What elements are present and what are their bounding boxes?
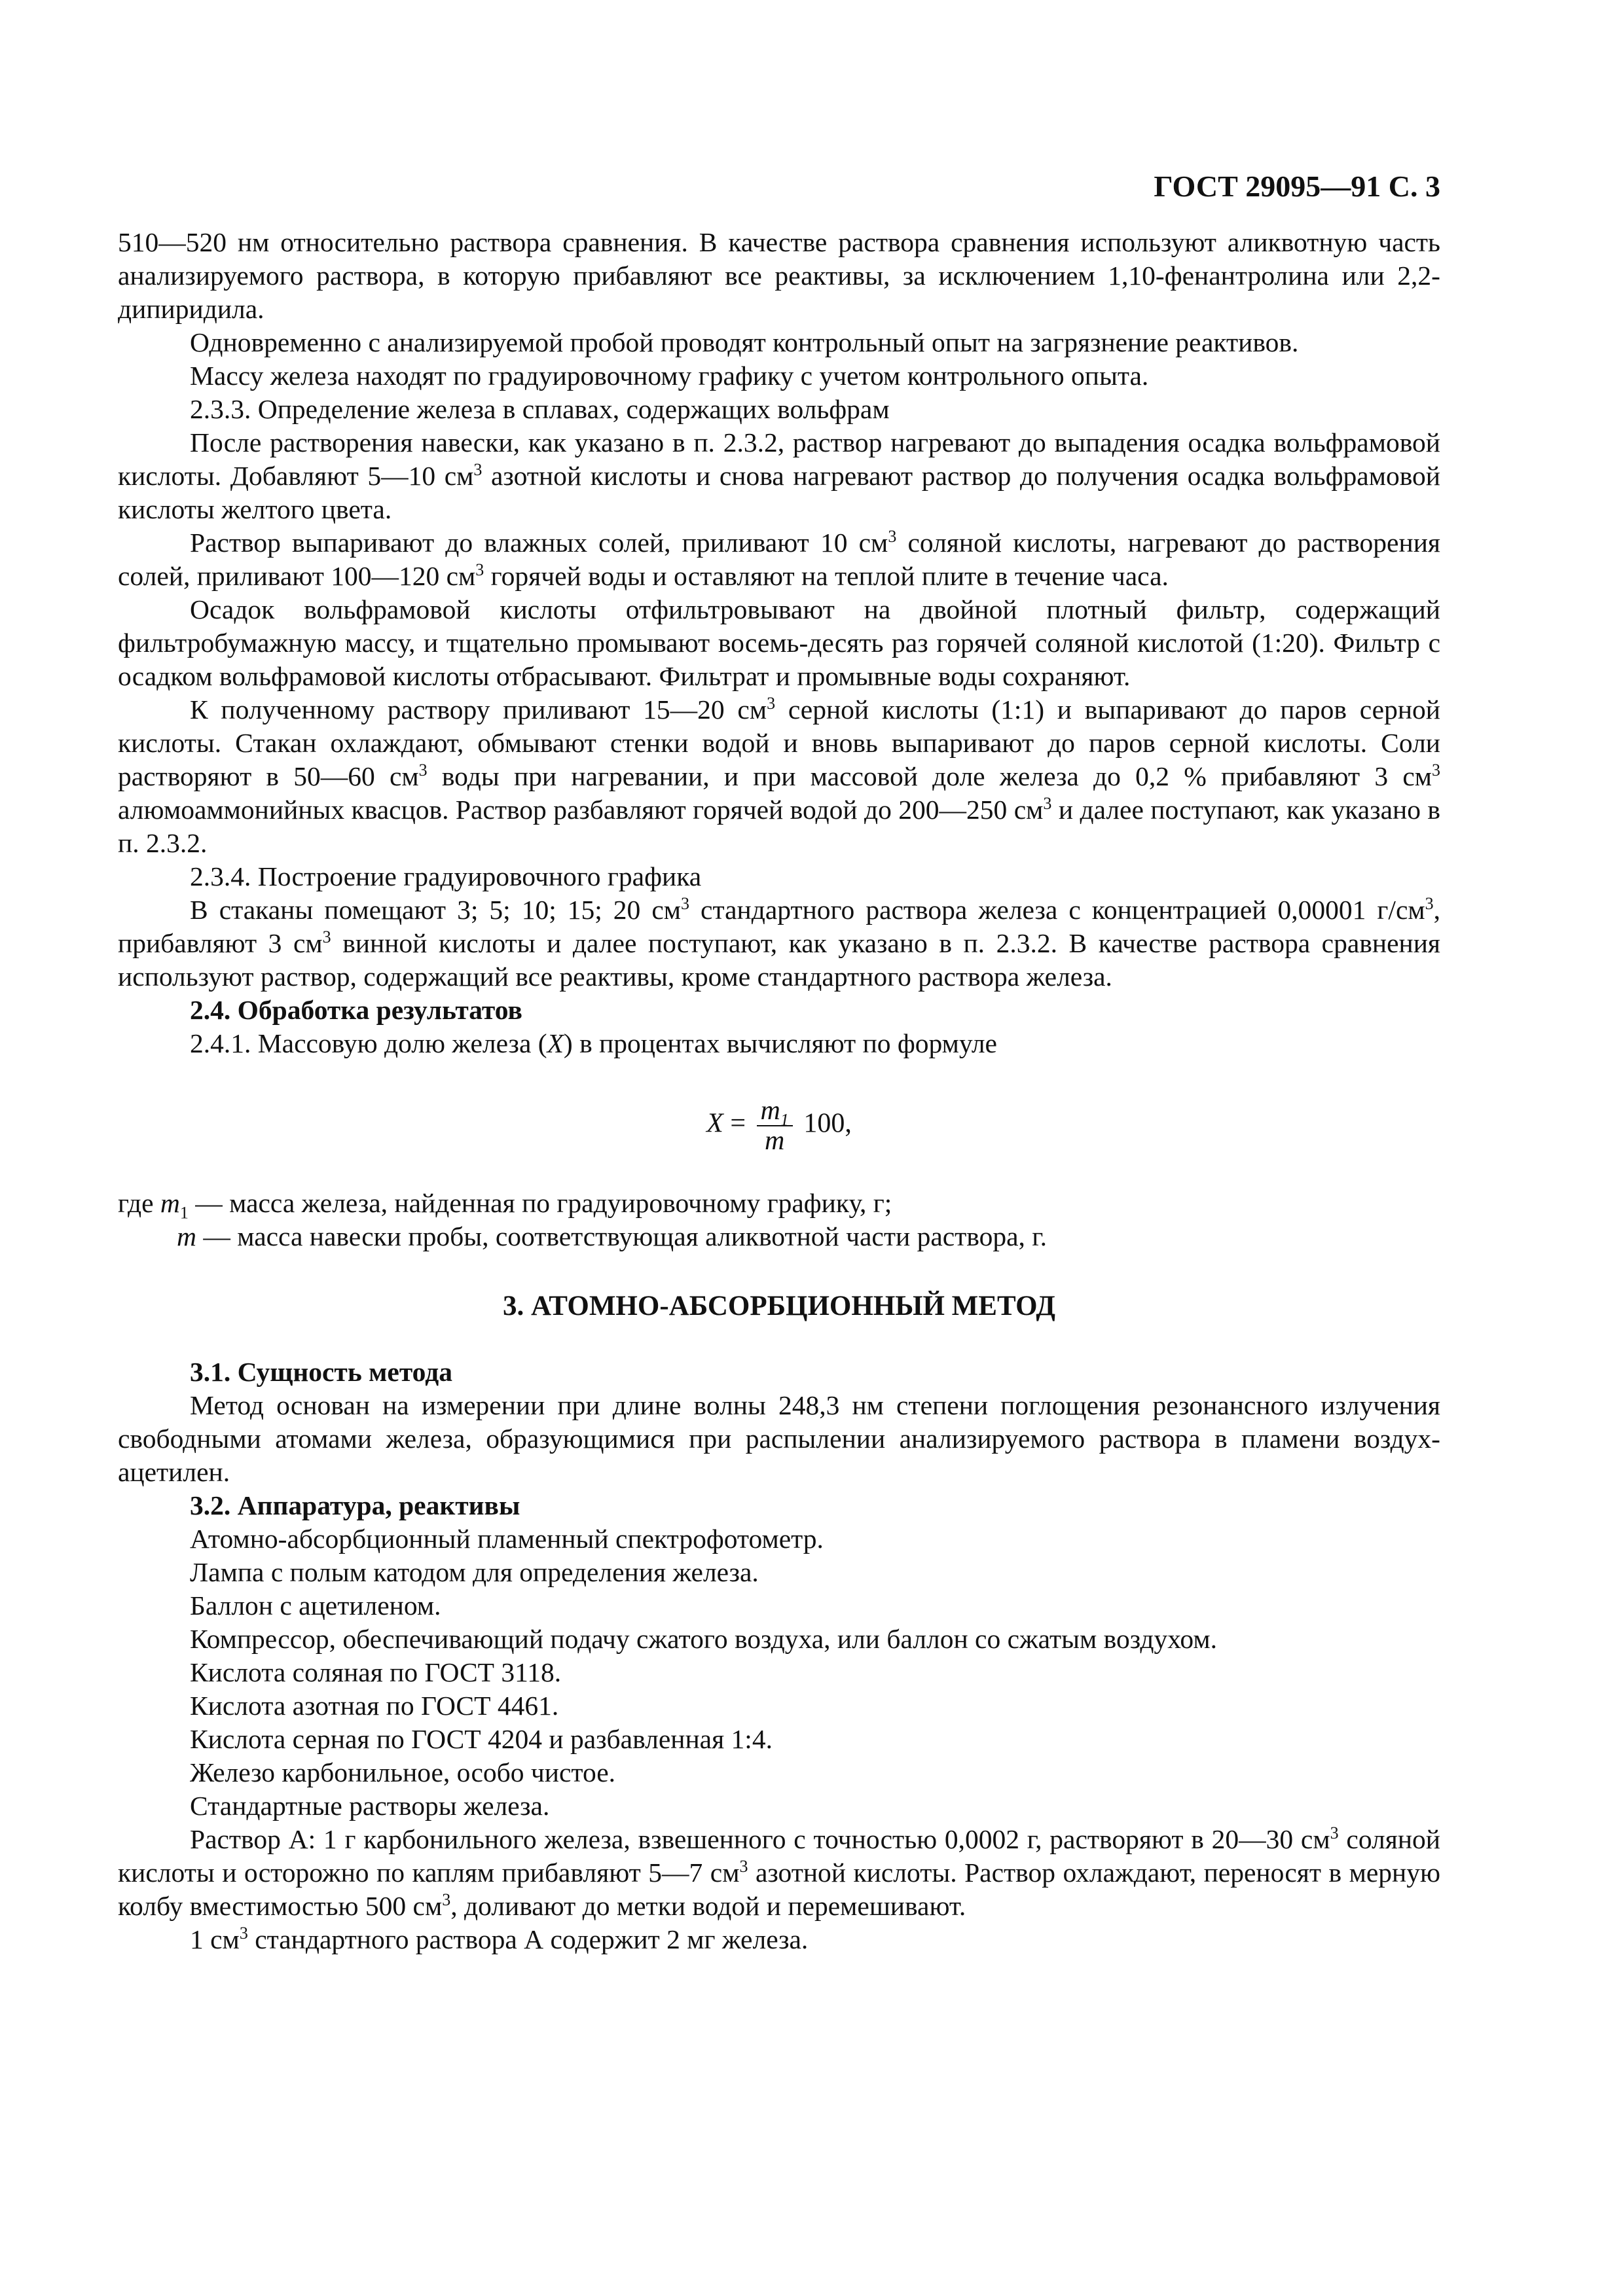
section-heading: 2.4. Обработка результатов xyxy=(190,995,522,1025)
list-item: Железо карбонильное, особо чистое. xyxy=(190,1757,615,1787)
section-heading: 3.2. Аппаратура, реактивы xyxy=(190,1490,520,1520)
list-item: Атомно-абсорбционный пламенный спектрофотометр. xyxy=(190,1524,824,1554)
formula-legend-item: где $m_1$ — масса железа, найденная по градуировочному графику, г; xyxy=(118,1188,892,1223)
list-item: Компрессор, обеспечивающий подачу сжатого воздуха, или баллон со сжатым воздухом. xyxy=(190,1624,1218,1654)
paragraph: Раствор выпаривают до влажных солей, приливают 10 $см^3$ соляной кислоты, нагревают до растворения солей, приливают 100—120 $см^3$ горячей воды и оставляют на теплой плите в течение часа. xyxy=(118,527,1440,591)
fraction: $\frac{m_1}{m}$ xyxy=(757,1096,793,1155)
list-item: Баллон с ацетиленом. xyxy=(190,1590,441,1621)
paragraph: Осадок вольфрамовой кислоты отфильтровывают на двойной плотный фильтр, содержащий фильтробумажную массу, и тщательно промывают восемь-десять раз горячей соляной кислотой (1:20). Фильтр с осадком вольфрамовой кислоты отбрасывают. Фильтрат и промывные воды сохраняют. xyxy=(118,594,1440,691)
formula-legend-item: m — масса навески пробы, соответствующая аликвотной части раствора, г. xyxy=(177,1221,1047,1251)
list-item: Кислота соляная по ГОСТ 3118. xyxy=(190,1657,562,1687)
paragraph: Одновременно с анализируемой пробой проводят контрольный опыт на загрязнение реактивов. xyxy=(190,327,1299,357)
paragraph: 1 $см^3$ стандартного раствора А содержит 2 мг железа. xyxy=(190,1924,809,1954)
section-heading: 3.1. Сущность метода xyxy=(190,1357,452,1387)
paragraph: Массу железа находят по градуировочному графику с учетом контрольного опыта. xyxy=(190,361,1149,391)
paragraph: 510—520 нм относительно раствора сравнения. В качестве раствора сравнения используют аликвотную часть анализируемого раствора, в которую прибавляют все реактивы, за исключением 1,10-фенантролина или 2,2-дипиридила. xyxy=(118,227,1440,324)
subsection-heading: 2.3.3. Определение железа в сплавах, содержащих вольфрам xyxy=(190,394,890,424)
list-item: Кислота азотная по ГОСТ 4461. xyxy=(190,1691,559,1721)
paragraph: К полученному раствору приливают 15—20 $см^3$ серной кислоты (1:1) и выпаривают до паров серной кислоты. Стакан охлаждают, обмывают стенки водой и вновь выпаривают до паров серной кислоты. Соли растворяют в 50—60 $см^3$ воды при нагревании, и при массовой доле железа до 0,2 % прибавляют 3 $см^3$ алюмоаммонийных квасцов. Раствор разбавляют горячей водой до 200—250 $см^3$ и далее поступают, как указано в п. 2.3.2. xyxy=(118,694,1440,858)
document-body xyxy=(118,226,1440,1956)
subsection-heading: 2.3.4. Построение градуировочного графика xyxy=(190,861,702,891)
list-item: Кислота серная по ГОСТ 4204 и разбавленная 1:4. xyxy=(190,1724,773,1754)
section-title: 3. АТОМНО-АБСОРБЦИОННЫЙ МЕТОД xyxy=(503,1291,1055,1321)
formula: X = $\frac{m_1}{m}$ 100, xyxy=(706,1096,852,1156)
page-header: ГОСТ 29095—91 С. 3 xyxy=(1154,170,1440,203)
paragraph: В стаканы помещают 3; 5; 10; 15; 20 $см^3$ стандартного раствора железа с концентрацией 0,00001 $г/см^3$, прибавляют 3 $см^3$ винной кислоты и далее поступают, как указано в п. 2.3.2. В качестве раствора сравнения используют раствор, содержащий все реактивы, кроме стандартного раствора железа. xyxy=(118,894,1441,992)
paragraph: После растворения навески, как указано в п. 2.3.2, раствор нагревают до выпадения осадка вольфрамовой кислоты. Добавляют 5—10 $см^3$ азотной кислоты и снова нагревают раствор до получения осадка вольфрамовой кислоты желтого цвета. xyxy=(118,427,1441,524)
list-item: Лампа с полым катодом для определения железа. xyxy=(190,1557,759,1587)
paragraph: Раствор А: 1 г карбонильного железа, взвешенного с точностью 0,0002 г, растворяют в 20—30 $см^3$ соляной кислоты и осторожно по каплям прибавляют 5—7 $см^3$ азотной кислоты. Раствор охлаждают, переносят в мерную колбу вместимостью 500 $см^3$, доливают до метки водой и перемешивают. xyxy=(118,1823,1440,1921)
paragraph: Метод основан на измерении при длине волны 248,3 нм степени поглощения резонансного излучения свободными атомами железа, образующимися при распылении анализируемого раствора в пламени воздух-ацетилен. xyxy=(118,1390,1440,1487)
paragraph: 2.4.1. Массовую долю железа (X) в процентах вычисляют по формуле xyxy=(190,1028,997,1058)
list-item: Стандартные растворы железа. xyxy=(190,1791,550,1821)
